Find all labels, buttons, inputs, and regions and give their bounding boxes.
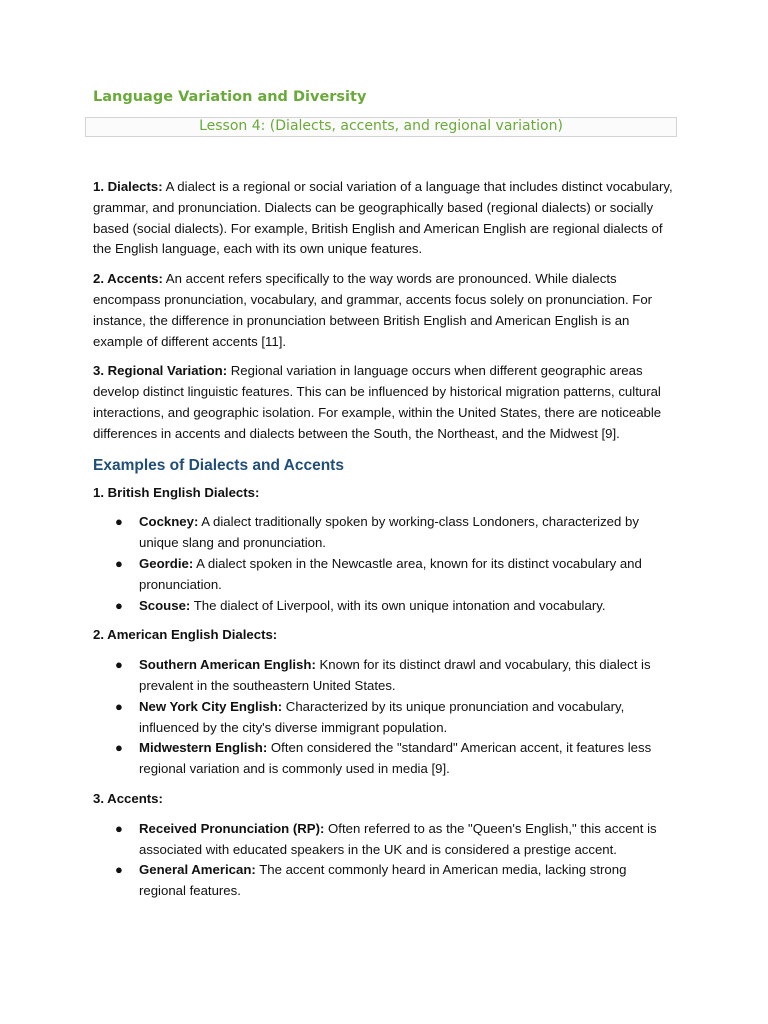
list-item-term: Midwestern English: <box>139 740 268 756</box>
list-item <box>93 655 677 697</box>
list-item-term: General American: <box>139 862 256 878</box>
paragraph-accents-text: An accent refers specifically to the way words are pronounced. While dialects encompass pronunciation, vocabulary, and grammar, accents focus solely on pronunciation. For instance, the difference in pronunciation between British English and American English is an example of different accents [11]. <box>93 271 653 349</box>
list-item-text: Often considered the "standard" American accent, it features less regional variation and is commonly used in media [9]. <box>139 740 652 777</box>
paragraph-regional-variation <box>93 361 677 444</box>
list-item-term: Scouse: <box>139 597 191 613</box>
list-item-text: Often referred to as the "Queen's English," this accent is associated with educated speakers in the UK and is considered a prestige accent. <box>139 820 657 857</box>
term-accents: 2. Accents: <box>93 271 163 287</box>
bullet-icon: ● <box>115 555 123 571</box>
term-dialects: 1. Dialects: <box>93 179 163 194</box>
bullet-icon: ● <box>115 597 123 613</box>
list-item <box>93 512 677 554</box>
list-item <box>93 738 677 780</box>
group-heading-accents: 3. Accents: <box>93 790 163 806</box>
document-page <box>93 86 677 902</box>
list-item-text: A dialect traditionally spoken by working-class Londoners, characterized by unique slang and pronunciation. <box>139 514 639 551</box>
group-heading-british: 1. British English Dialects: <box>93 484 260 500</box>
list-item-term: Geordie: <box>139 555 194 571</box>
bullet-icon: ● <box>115 740 123 756</box>
list-item-text: A dialect spoken in the Newcastle area, known for its distinct vocabulary and pronunciation. <box>139 555 642 592</box>
list-item <box>93 554 677 596</box>
list-british-dialects <box>93 512 677 616</box>
paragraph-dialects <box>93 177 677 260</box>
list-item <box>93 819 677 861</box>
list-item-term: Southern American English: <box>139 657 316 673</box>
bullet-icon: ● <box>115 514 123 530</box>
list-item-text: The dialect of Liverpool, with its own unique intonation and vocabulary. <box>190 597 606 613</box>
list-american-dialects <box>93 655 677 780</box>
list-item-term: Received Pronunciation (RP): <box>139 820 325 836</box>
list-item <box>93 596 677 617</box>
lesson-subtitle: Lesson 4: (Dialects, accents, and regional variation) <box>85 117 677 137</box>
list-item-text: Characterized by its unique pronunciation and vocabulary, influenced by the city's diverse immigrant population. <box>139 698 625 735</box>
bullet-icon: ● <box>115 657 123 673</box>
list-item-text: Known for its distinct drawl and vocabulary, this dialect is prevalent in the southeastern United States. <box>139 657 651 693</box>
group-heading-american: 2. American English Dialects: <box>93 627 278 643</box>
list-item-term: Cockney: <box>139 514 199 530</box>
bullet-icon: ● <box>115 862 123 878</box>
list-item <box>93 860 677 902</box>
paragraph-regional-variation-text: Regional variation in language occurs when different geographic areas develop distinct linguistic features. This can be influenced by historical migration patterns, cultural interactions, and geographic isolation. For example, within the United States, there are noticeable differences in accents and dialects between the South, the Northeast, and the Midwest [9]. <box>93 363 662 441</box>
list-item <box>93 697 677 739</box>
list-accents <box>93 819 677 902</box>
section-heading-examples: Examples of Dialects and Accents <box>93 456 344 474</box>
list-item-text: The accent commonly heard in American media, lacking strong regional features. <box>139 862 627 899</box>
document-title: Language Variation and Diversity <box>93 89 367 105</box>
bullet-icon: ● <box>115 820 123 836</box>
term-regional-variation: 3. Regional Variation: <box>93 363 228 379</box>
list-item-term: New York City English: <box>139 698 283 714</box>
paragraph-accents <box>93 269 677 352</box>
bullet-icon: ● <box>115 698 123 714</box>
paragraph-dialects-text: A dialect is a regional or social variation of a language that includes distinct vocabulary, grammar, and pronunciation. Dialects can be geographically based (regional dialects) or socially based (social dialects). For example, British English and American English are regional dialects of the English language, each with its own unique features. <box>93 179 673 257</box>
